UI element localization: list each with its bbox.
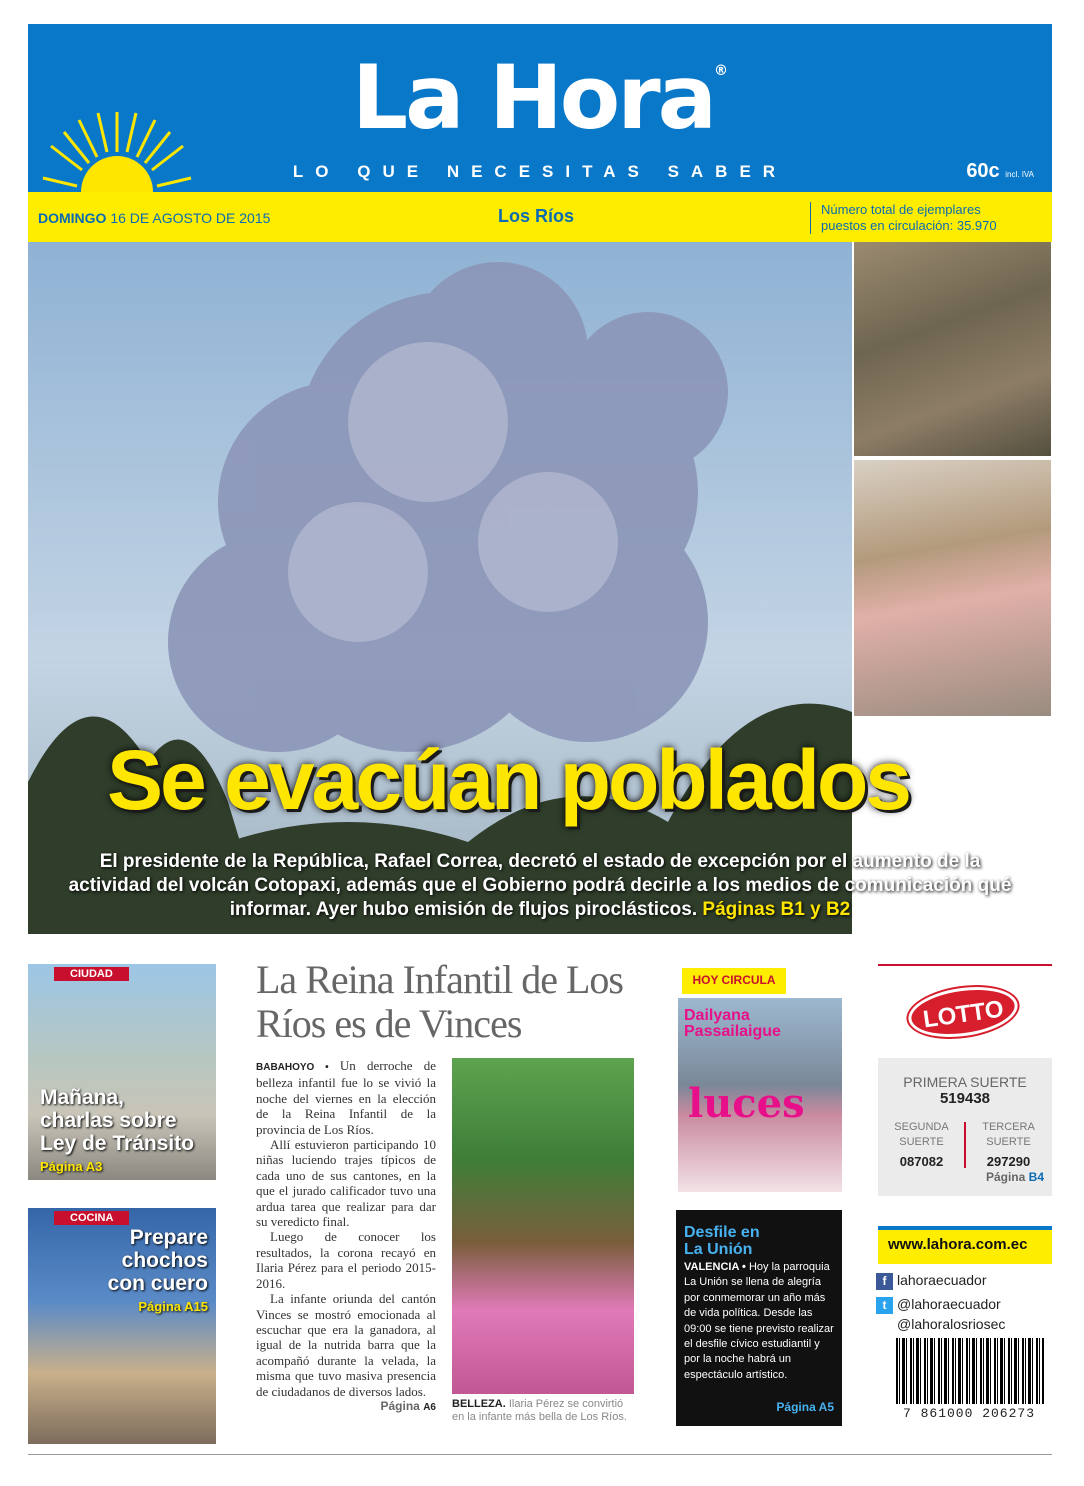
tercera-label: TERCERA SUERTE <box>982 1121 1035 1148</box>
barcode <box>896 1338 1044 1404</box>
reina-caption: BELLEZA. Ilaria Pérez se convirtió en la infante más bella de Los Ríos. <box>452 1398 627 1423</box>
lotto-header <box>878 966 1052 1058</box>
evacuation-truck-photo[interactable] <box>854 242 1051 456</box>
lotto-logo: LOTTO <box>905 981 1021 1044</box>
facebook-icon: f <box>876 1273 893 1290</box>
segunda-label: SEGUNDA SUERTE <box>894 1121 949 1148</box>
twitter-icon: t <box>876 1297 893 1314</box>
facebook-link[interactable]: f lahoraecuador <box>876 1272 987 1290</box>
lead-pages: Páginas B1 y B2 <box>702 899 851 920</box>
teaser-ciudad[interactable] <box>28 964 216 1180</box>
lead-photo[interactable] <box>28 242 852 934</box>
logo[interactable]: La Hora® <box>352 46 728 149</box>
website-link[interactable]: www.lahora.com.ec <box>888 1236 1028 1253</box>
twitter-link-2[interactable]: @lahoralosriosec <box>897 1316 1006 1332</box>
price: 60c incl. IVA <box>966 160 1034 182</box>
elderly-man-photo[interactable] <box>854 460 1051 716</box>
lead-headline[interactable]: Se evacúan poblados <box>107 733 909 827</box>
desfile-text: VALENCIA • Hoy la parroquia La Unión se llena de alegría por conmemorar un año más de vida política. Desde las 09:00 se tiene previsto realizar el desfile cívico estudiantil y por la noche habrá un espectáculo artístico. <box>684 1261 834 1381</box>
teaser-title: Mañana, charlas sobre Ley de Tránsito Página A3 <box>40 1086 195 1174</box>
section-tag: COCINA <box>54 1211 129 1225</box>
magazine-cover-name: Dailyana Passailaigue <box>684 1007 781 1040</box>
twitter-link[interactable]: t @lahoraecuador <box>876 1296 1001 1314</box>
reina-photo[interactable] <box>452 1058 634 1394</box>
reina-body: BABAHOYO • Un derroche de belleza infantil fue lo se vivió la noche del viernes en la elección de la Reina Infantil de la provincia de Los Ríos. Allí estuvieron participando 10 niñas luciendo trajes típicos de cada uno de sus cantones, en la que el jurado calificador tuvo una ardua tarea que realizar para dar su veredicto final. Luego de conocer los resultados, la corona recayó en Ilaria Pérez para el periodo 2015-2016. La infante oriunda del cantón Vinces se mostró emocionada al escuchar que era la ganadora, al igual de la nutrida barra que la acompañó durante la velada, la misma que tuvo masiva presencia de ciudadanos de diversos lados. Página A6 <box>256 1058 436 1415</box>
footer-rule <box>28 1454 1052 1455</box>
reina-headline[interactable]: La Reina Infantil de Los Ríos es de Vinces <box>256 957 623 1046</box>
segunda-number: 087082 <box>899 1154 944 1169</box>
reina-page[interactable]: Página A6 <box>380 1398 436 1413</box>
tagline: LO QUE NECESITAS SABER <box>292 162 788 181</box>
magazine-title: luces <box>688 1080 805 1127</box>
primera-label: PRIMERA SUERTE <box>903 1074 1027 1090</box>
teaser-cocina[interactable] <box>28 1208 216 1444</box>
teaser-title: Prepare chochos con cuero Página A15 <box>107 1226 208 1314</box>
issue-date: DOMINGO 16 DE AGOSTO DE 2015 <box>38 210 271 226</box>
desfile-box[interactable] <box>676 1210 842 1426</box>
desfile-title: Desfile en La Unión <box>684 1224 760 1258</box>
lotto-page[interactable]: Página B4 <box>985 1170 1044 1184</box>
tercera-number: 297290 <box>986 1154 1031 1169</box>
barcode-number: 7 861000 206273 <box>902 1406 1036 1421</box>
circulation-note: Número total de ejemplares puestos en circulación: 35.970 <box>810 202 1050 234</box>
website-band[interactable] <box>878 1226 1052 1264</box>
edition-region: Los Ríos <box>498 206 575 226</box>
date-band <box>28 192 1052 242</box>
section-tag: CIUDAD <box>54 967 129 981</box>
lead-deck: El presidente de la República, Rafael Correa, decretó el estado de excepción por el aumento de la actividad del volcán Cotopaxi, además que el Gobierno podrá decirle a los medios de comunicación qué informar. Ayer hubo emisión de flujos piroclásticos. Páginas B1 y B2 <box>68 851 1012 920</box>
magazine-label: HOY CIRCULA <box>682 968 786 994</box>
desfile-page[interactable]: Página A5 <box>776 1400 834 1414</box>
primera-number: 519438 <box>939 1090 991 1107</box>
sun-icon <box>42 104 192 192</box>
